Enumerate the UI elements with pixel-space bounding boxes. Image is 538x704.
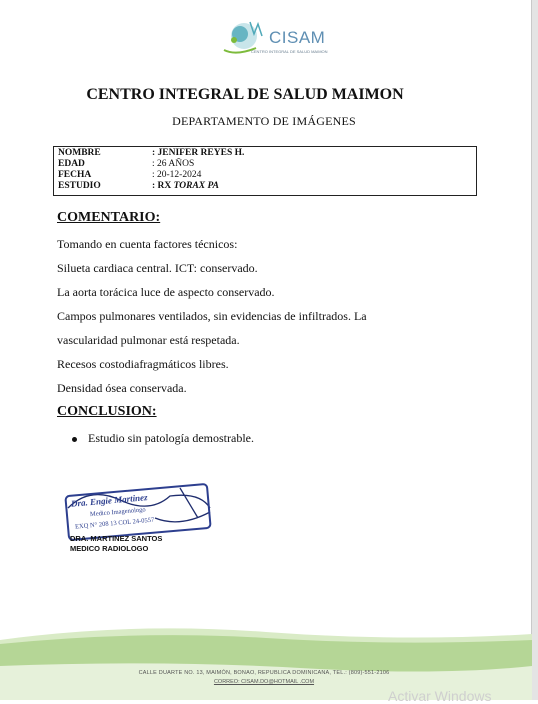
comment-line: Campos pulmonares ventilados, sin evidencias de infiltrados. La <box>57 309 367 323</box>
study-type: TORAX PA <box>173 181 219 191</box>
comment-line: Silueta cardiaca central. ICT: conservado. <box>57 261 258 275</box>
footer-wave <box>0 610 532 700</box>
doctor-name: DRA. MARTINEZ SANTOS <box>70 534 163 543</box>
comment-line: La aorta torácica luce de aspecto conservado. <box>57 285 275 299</box>
footer-email: CORREO: CISAM.DO@HOTMAIL .COM <box>213 679 315 685</box>
conclusion-item: Estudio sin patología demostrable. <box>88 431 254 445</box>
bullet-icon <box>72 437 77 442</box>
doctor-role: MEDICO RADIOLOGO <box>70 544 149 553</box>
page-title: CENTRO INTEGRAL DE SALUD MAIMON <box>86 86 404 103</box>
patient-value <box>152 181 219 192</box>
patient-label: FECHA <box>58 170 92 180</box>
study-prefix: : RX <box>152 181 174 191</box>
comment-line: Recesos costodiafragmáticos libres. <box>57 357 229 371</box>
stamp-ids: EXQ N° 208 13 COL 24-0557 <box>74 516 155 531</box>
patient-value: : 26 AÑOS <box>152 159 195 169</box>
patient-info-box <box>53 146 477 196</box>
activation-watermark: Activar Windows <box>388 688 492 704</box>
window-right-edge <box>532 0 538 700</box>
comentario-heading: COMENTARIO: <box>57 210 161 225</box>
comment-line: Densidad ósea conservada. <box>57 381 187 395</box>
footer-address: CALLE DUARTE NO. 13, MAIMÓN, BONAO, REPUBLICA DOMINICANA, TEL.: (809)-551-2106 <box>138 670 390 676</box>
patient-label: ESTUDIO <box>58 181 101 191</box>
patient-value: : 20-12-2024 <box>152 170 202 180</box>
patient-label: EDAD <box>58 159 85 169</box>
conclusion-heading: CONCLUSION: <box>57 404 157 419</box>
department-title: DEPARTAMENTO DE IMÁGENES <box>172 114 356 128</box>
comment-line: vascularidad pulmonar está respetada. <box>57 333 240 347</box>
patient-label: NOMBRE <box>58 148 101 158</box>
stamp-name: Dra. Engie Martinez <box>70 492 148 509</box>
comment-line: Tomando en cuenta factores técnicos: <box>57 237 238 251</box>
stamp-title: Medico Imagenologo <box>89 506 146 519</box>
logo-subtitle: CENTRO INTEGRAL DE SALUD MAIMON <box>251 49 328 54</box>
logo-name: CISAM <box>269 28 326 47</box>
patient-value: : JENIFER REYES H. <box>152 148 245 158</box>
signature-block <box>70 534 162 554</box>
